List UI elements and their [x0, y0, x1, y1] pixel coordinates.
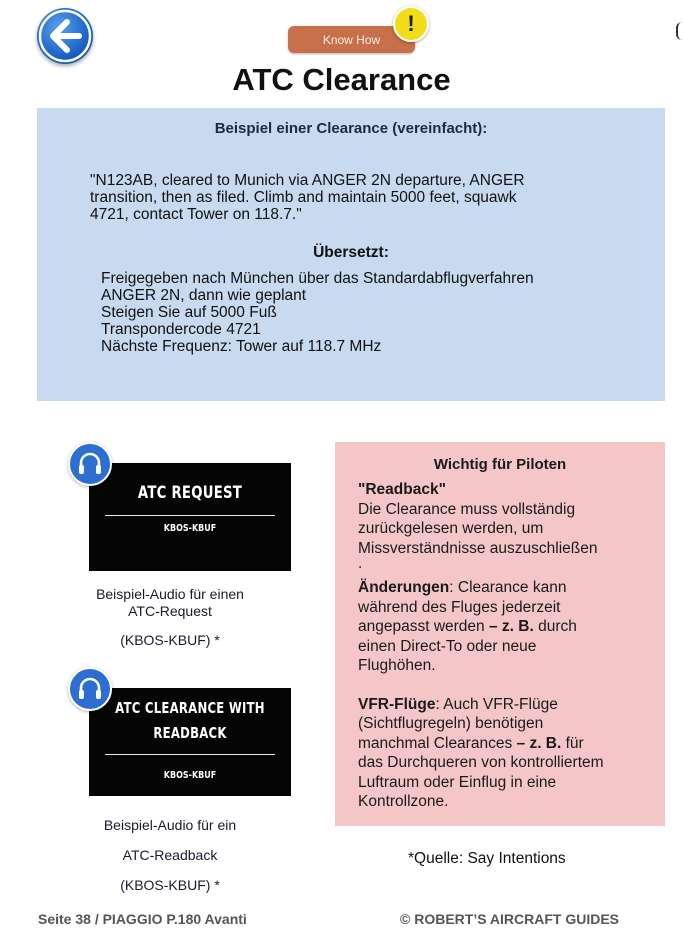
changes-label: Änderungen [358, 579, 450, 596]
card-divider [105, 754, 275, 755]
quote-line: transition, then as filed. Climb and maintain 5000 feet, squawk [90, 189, 517, 206]
vfr-text: für [561, 734, 584, 752]
vfr-line: das Durchqueren von kontrolliertem [358, 754, 604, 771]
changes-text: angepasst werden [358, 618, 489, 635]
know-how-label: Know How [322, 32, 381, 47]
vfr-text: : Auch VFR-Flüge [435, 695, 558, 713]
changes-text: durch [533, 618, 577, 635]
footer-page-info: Seite 38 / PIAGGIO P.180 Avanti [38, 911, 247, 927]
atc-request-audio-card[interactable] [89, 463, 291, 571]
clearance-example-box [37, 108, 665, 401]
translated-text [101, 270, 641, 355]
changes-example: – z. B. [488, 618, 534, 635]
atc-readback-caption [80, 817, 260, 894]
caption-line: ATC-Readback [122, 847, 218, 863]
readback-line: Die Clearance muss vollständig [358, 500, 576, 518]
card-divider [105, 515, 275, 516]
vfr-text: manchmal Clearances [358, 734, 517, 752]
source-note: *Quelle: Say Intentions [408, 850, 566, 867]
clearance-quote [90, 172, 630, 223]
back-arrow-icon [37, 8, 93, 64]
footer-copyright: © ROBERT’S AIRCRAFT GUIDES [400, 911, 620, 927]
caption-line: (KBOS-KBUF) * [120, 632, 220, 648]
play-atc-readback-button[interactable] [68, 667, 112, 711]
changes-line: einen Direct-To oder neue [358, 637, 537, 655]
translated-line: Steigen Sie auf 5000 Fuß [101, 304, 277, 321]
card-title: READBACK [153, 724, 227, 742]
caption-line: Beispiel-Audio für einen [96, 586, 244, 602]
atc-request-caption [80, 586, 260, 649]
warning-glyph: ! [407, 11, 415, 36]
translated-line: Transpondercode 4721 [101, 321, 261, 338]
translated-line: Freigegeben nach München über das Standardabflugverfahren [101, 270, 534, 287]
vfr-line: Kontrollzone. [358, 793, 449, 810]
caption-line: Beispiel-Audio für ein [103, 817, 237, 833]
readback-line: Missverständnisse auszuschließen [358, 539, 598, 557]
card-title: ATC REQUEST [137, 483, 243, 503]
page-edge-marker [676, 22, 683, 40]
headphones-icon [70, 444, 110, 484]
pilot-notes-box [335, 442, 665, 826]
card-title: ATC CLEARANCE WITH [115, 699, 265, 717]
exclamation-icon[interactable] [393, 6, 429, 42]
atc-readback-audio-card[interactable] [89, 688, 291, 796]
readback-line: zurückgelesen werden, um [358, 520, 544, 537]
play-atc-request-button[interactable] [68, 442, 112, 486]
translated-line: Nächste Frequenz: Tower auf 118.7 MHz [101, 338, 382, 355]
page-title: ATC Clearance [232, 62, 451, 97]
translated-line: ANGER 2N, dann wie geplant [101, 287, 307, 304]
translated-heading: Übersetzt: [313, 244, 389, 261]
changes-line: Flughöhen. [358, 657, 436, 674]
pilot-notes-heading: Wichtig für Piloten [433, 456, 567, 473]
vfr-line: (Sichtflugregeln) benötigen [358, 715, 544, 732]
card-subtitle: KBOS-KBUF [163, 523, 217, 534]
example-heading: Beispiel einer Clearance (vereinfacht): [214, 120, 488, 137]
caption-line: (KBOS-KBUF) * [120, 877, 220, 893]
pilot-notes-body [358, 480, 658, 812]
quote-line: "N123AB, cleared to Munich via ANGER 2N departure, ANGER [90, 172, 525, 189]
vfr-line: Luftraum oder Einflug in eine [358, 773, 557, 791]
readback-title: "Readback" [358, 481, 446, 498]
caption-line: ATC-Request [128, 603, 212, 619]
readback-line: . [358, 555, 363, 572]
vfr-example: – z. B. [516, 734, 562, 752]
headphones-icon [70, 669, 110, 709]
card-subtitle: KBOS-KBUF [163, 770, 217, 781]
changes-text: : Clearance kann [449, 579, 567, 596]
vfr-label: VFR-Flüge [358, 695, 436, 713]
changes-line: während des Fluges jederzeit [358, 598, 561, 616]
quote-line: 4721, contact Tower on 118.7." [90, 206, 302, 223]
back-button[interactable] [37, 8, 93, 64]
